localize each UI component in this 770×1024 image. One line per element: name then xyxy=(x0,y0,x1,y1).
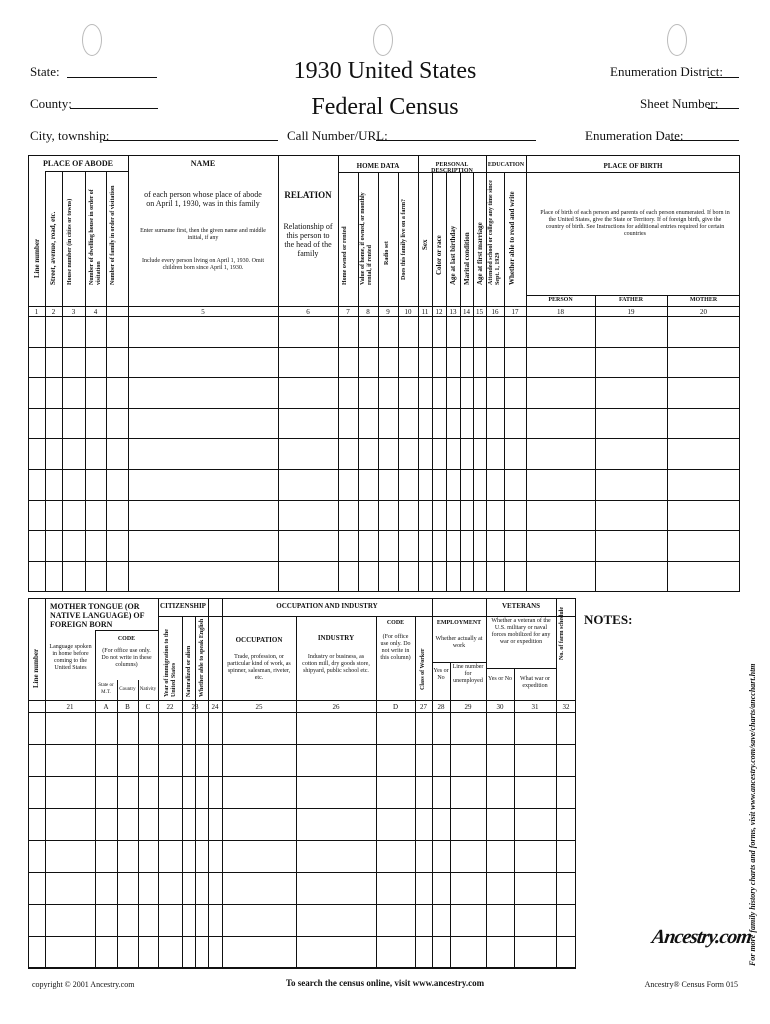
county-field[interactable] xyxy=(70,108,158,109)
occ-industry-header: OCCUPATION AND INDUSTRY xyxy=(276,602,378,610)
attended-school-label: Attended school or college any time since Sept. 1, 1929 xyxy=(488,180,501,285)
nativity-label: Nativity xyxy=(139,687,157,692)
name-header: NAME xyxy=(190,159,216,168)
punch-hole-center xyxy=(373,24,393,56)
top-col-number: 1 xyxy=(34,308,39,316)
top-col-number: 6 xyxy=(306,308,310,316)
value-home-label: Value of home, if owned, or monthly rental, if rented xyxy=(360,192,373,285)
top-col-number: 9 xyxy=(386,308,390,316)
top-col-number: 16 xyxy=(491,308,499,316)
dwelling-number-label: Number of dwelling house in order of visitation xyxy=(89,189,102,285)
home-owned-label: Home owned or rented xyxy=(342,226,348,285)
what-war-label: What war or expedition xyxy=(520,676,550,689)
farm-label: Does this family live on a farm? xyxy=(401,199,407,280)
read-write-label: Whether able to read and write xyxy=(508,191,516,285)
farm-schedule-label: No. of farm schedule xyxy=(559,607,565,660)
city-label: City, township: xyxy=(30,128,110,143)
bottom-row-line[interactable] xyxy=(28,968,576,969)
top-col-number: 8 xyxy=(366,308,370,316)
top-col-number: 14 xyxy=(463,308,470,316)
home-data-header: HOME DATA xyxy=(356,162,400,170)
bottom-col-number: D xyxy=(392,703,399,711)
bottom-row-line[interactable] xyxy=(28,744,576,745)
employment-header: EMPLOYMENT xyxy=(436,620,482,626)
employment-desc: Whether actually at work xyxy=(435,636,483,649)
age-first-marriage-label: Age at first marriage xyxy=(476,222,484,285)
name-desc-3: Include every person living on April 1, 1930. Omit children born since April 1, 1930. xyxy=(142,258,264,271)
bottom-row-line[interactable] xyxy=(28,872,576,873)
top-col-number: 2 xyxy=(51,308,56,316)
top-row-line[interactable] xyxy=(28,408,740,409)
age-label: Age at last birthday xyxy=(449,225,457,285)
top-col-number: 12 xyxy=(435,308,443,316)
bottom-col-number: 25 xyxy=(255,703,263,711)
bottom-row-line[interactable] xyxy=(28,904,576,905)
mother-header: MOTHER xyxy=(689,297,718,303)
top-col-number: 11 xyxy=(421,308,429,316)
top-row-line[interactable] xyxy=(28,500,740,501)
sheet-number-field[interactable] xyxy=(708,108,739,109)
place-of-birth-header: PLACE OF BIRTH xyxy=(603,162,663,170)
street-label: Street, avenue, road, etc. xyxy=(49,211,57,285)
bottom-col-number: 22 xyxy=(166,703,174,711)
enum-district-field[interactable] xyxy=(708,77,739,78)
top-row-line[interactable] xyxy=(28,377,740,378)
top-row-line[interactable] xyxy=(28,530,740,531)
top-col-number: 18 xyxy=(557,308,564,316)
industry-header: INDUSTRY xyxy=(317,634,355,642)
top-col-number: 17 xyxy=(511,308,519,316)
father-header: FATHER xyxy=(618,297,644,303)
bottom-row-line[interactable] xyxy=(28,808,576,809)
bottom-row-line[interactable] xyxy=(28,776,576,777)
radio-set-label: Radio set xyxy=(384,241,390,265)
occupation-header: OCCUPATION xyxy=(235,636,283,644)
sex-label: Sex xyxy=(421,239,429,250)
place-of-abode-header: PLACE OF ABODE xyxy=(43,159,113,168)
speak-english-label: Whether able to speak English xyxy=(199,618,205,697)
bottom-col-number: A xyxy=(103,703,109,711)
bottom-col-number: 30 xyxy=(496,703,504,711)
top-col-number: 19 xyxy=(627,308,635,316)
bottom-col-number: 26 xyxy=(332,703,340,711)
top-col-number: 5 xyxy=(201,308,205,316)
country-label: Country xyxy=(119,687,136,692)
top-col-number: 20 xyxy=(700,308,707,316)
industry-desc: Industry or business, as cotton mill, dry goods store, shipyard, public school etc. xyxy=(302,654,370,674)
person-header: PERSON xyxy=(548,297,573,303)
top-col-number: 4 xyxy=(93,308,98,316)
bottom-row-line[interactable] xyxy=(28,936,576,937)
copyright: copyright © 2001 Ancestry.com xyxy=(32,980,135,989)
state-label: State: xyxy=(30,64,60,79)
class-worker-label: Class of Worker xyxy=(420,648,426,690)
top-row-line[interactable] xyxy=(28,438,740,439)
top-row-line[interactable] xyxy=(28,347,740,348)
state-mt-label: State or M.T. xyxy=(98,683,114,695)
bottom-col-number: 27 xyxy=(420,703,427,711)
enum-date-field[interactable] xyxy=(670,140,739,141)
marital-label: Marital condition xyxy=(463,232,471,285)
bottom-col-number: 21 xyxy=(66,703,74,711)
code-desc: (For office use only. Do not write in these columns) xyxy=(101,648,152,668)
bottom-col-number: 23 xyxy=(191,703,199,711)
top-col-number: 10 xyxy=(404,308,412,316)
top-col-number: 13 xyxy=(449,308,457,316)
line-unemployed-label: Line number for unemployed xyxy=(452,664,484,684)
yes-no-label: Yes or No xyxy=(433,668,449,681)
code2-desc: (For office use only. Do not write in this column) xyxy=(380,634,411,661)
bottom-line-number-label: Line number xyxy=(32,648,40,688)
sheet-number-label: Sheet Number: xyxy=(640,96,719,111)
bottom-col-number: 29 xyxy=(464,703,472,711)
code2-header: CODE xyxy=(386,620,405,626)
language-desc: Language spoken in home before coming to the United States xyxy=(49,644,92,671)
house-number-label: House number (in cities or towns) xyxy=(67,198,73,285)
veterans-desc: Whether a veteran of the U.S. military or naval forces mobilized for any war or expedition xyxy=(491,618,551,645)
family-number-label: Number of family in order of visitation xyxy=(110,185,116,285)
name-desc-1: of each person whose place of abode on April 1, 1930, was in this family xyxy=(144,190,262,208)
state-field[interactable] xyxy=(67,77,157,78)
top-col-number: 3 xyxy=(71,308,76,316)
city-field[interactable] xyxy=(103,140,278,141)
enum-district-label: Enumeration District: xyxy=(610,64,724,79)
punch-hole-left xyxy=(82,24,102,56)
top-row-line[interactable] xyxy=(28,469,740,470)
top-row-line[interactable] xyxy=(28,561,740,562)
color-label: Color or race xyxy=(435,235,443,275)
veterans-header: VETERANS xyxy=(501,602,541,610)
notes-label: NOTES: xyxy=(584,612,633,627)
punch-hole-right xyxy=(667,24,687,56)
side-note: For more family history charts and forms, visit www.ancestry.com/save/charts/ancchart.htm xyxy=(748,663,757,966)
enum-date-label: Enumeration Date: xyxy=(585,128,684,143)
call-number-field[interactable] xyxy=(376,140,536,141)
ancestry-logo: Ancestry.com xyxy=(650,926,753,948)
relation-header: RELATION xyxy=(284,190,332,200)
bottom-col-number: 24 xyxy=(211,703,219,711)
relation-desc: Relationship of this person to the head of the family xyxy=(283,222,333,258)
bottom-row-line[interactable] xyxy=(28,840,576,841)
top-col-number: 15 xyxy=(476,308,483,316)
education-header: EDUCATION xyxy=(487,162,525,168)
top-row-line[interactable] xyxy=(28,591,740,592)
naturalization-label: Naturalized or alien xyxy=(186,645,192,697)
birth-desc: Place of birth of each person and parents of each person enumerated. If born in the United States, give the State or Territory. If of foreign birth, give the country of birth. See Instructions for additional entries required for certain countries xyxy=(540,210,730,237)
call-number-label: Call Number/URL: xyxy=(287,128,388,143)
yes-no2-label: Yes or No xyxy=(487,676,513,682)
bottom-col-number: C xyxy=(145,703,151,711)
occupation-desc: Trade, profession, or particular kind of work, as spinner, salesman, riveter, etc. xyxy=(227,654,291,681)
form-number: Ancestry® Census Form 015 xyxy=(644,980,738,989)
page-title-line2: Federal Census xyxy=(311,94,459,120)
mother-tongue-header: MOTHER TONGUE (OR NATIVE LANGUAGE) OF FOREIGN BORN xyxy=(50,602,145,629)
bottom-col-number: 31 xyxy=(531,703,539,711)
citizenship-header: CITIZENSHIP xyxy=(160,602,206,610)
name-desc-2: Enter surname first, then the given name and middle initial, if any xyxy=(140,228,266,241)
bottom-col-number: 32 xyxy=(562,703,570,711)
page-title-line1: 1930 United States xyxy=(293,58,477,84)
search-text: To search the census online, visit www.ancestry.com xyxy=(285,978,485,988)
bottom-col-number: B xyxy=(125,703,130,711)
bottom-col-number: 28 xyxy=(437,703,445,711)
county-label: County: xyxy=(30,96,72,111)
line-number-label: Line number xyxy=(33,238,41,278)
code-header: CODE xyxy=(117,636,136,642)
top-col-number: 7 xyxy=(346,308,350,316)
year-immigration-label: Year of immigration to the United States xyxy=(164,629,177,697)
personal-description-header: PERSONAL DESCRIPTION xyxy=(431,162,473,174)
